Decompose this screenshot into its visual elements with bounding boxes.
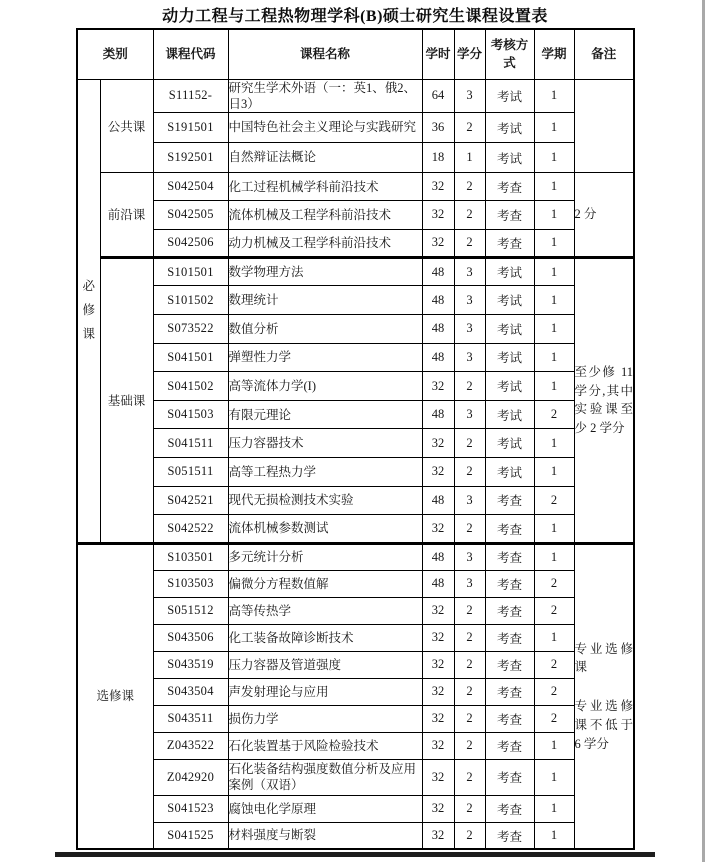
cell-semester: 2 [534, 705, 574, 732]
cell-hours: 64 [422, 79, 454, 113]
cell-name: 动力机械及工程学科前沿技术 [228, 229, 422, 257]
cell-credits: 2 [454, 429, 485, 458]
cell-code: S042521 [153, 486, 228, 515]
cell-name: 有限元理论 [228, 400, 422, 429]
cell-assessment: 考试 [485, 343, 534, 372]
cell-assessment: 考试 [485, 372, 534, 401]
cell-credits: 3 [454, 286, 485, 315]
cell-assessment: 考查 [485, 732, 534, 759]
cell-code: S042504 [153, 173, 228, 201]
course-row [77, 515, 634, 544]
cell-credits: 1 [454, 143, 485, 173]
cell-code: S041503 [153, 400, 228, 429]
group-label: 前沿课 [100, 173, 153, 258]
course-row [77, 372, 634, 401]
cell-semester: 1 [534, 759, 574, 795]
cell-code: S103503 [153, 570, 228, 597]
cell-semester: 1 [534, 343, 574, 372]
cell-hours: 48 [422, 543, 454, 570]
cell-assessment: 考查 [485, 759, 534, 795]
cell-semester: 1 [534, 201, 574, 229]
cell-hours: 48 [422, 257, 454, 286]
cell-name: 现代无损检测技术实验 [228, 486, 422, 515]
cell-hours: 32 [422, 229, 454, 257]
cell-name: 损伤力学 [228, 705, 422, 732]
course-row [77, 343, 634, 372]
cell-name: 压力容器及管道强度 [228, 651, 422, 678]
cell-semester: 1 [534, 315, 574, 344]
cell-credits: 2 [454, 201, 485, 229]
cell-semester: 1 [534, 372, 574, 401]
group-label: 基础课 [100, 257, 153, 543]
course-rows [77, 79, 634, 849]
cell-hours: 18 [422, 143, 454, 173]
cell-assessment: 考查 [485, 543, 534, 570]
header-semester: 学期 [534, 29, 574, 79]
cell-name: 石化装置基于风险检验技术 [228, 732, 422, 759]
cell-semester: 2 [534, 570, 574, 597]
cell-credits: 3 [454, 570, 485, 597]
cell-credits: 2 [454, 732, 485, 759]
cell-assessment: 考试 [485, 79, 534, 113]
cell-assessment: 考查 [485, 795, 534, 822]
cell-hours: 32 [422, 651, 454, 678]
header-assessment: 考核方式 [485, 29, 534, 79]
course-row [77, 597, 634, 624]
section-label: 必修课 [77, 79, 100, 543]
cell-assessment: 考试 [485, 286, 534, 315]
course-row [77, 315, 634, 344]
cell-assessment: 考查 [485, 570, 534, 597]
cell-assessment: 考查 [485, 705, 534, 732]
cell-semester: 1 [534, 732, 574, 759]
course-row [77, 79, 634, 113]
cell-name: 化工过程机械学科前沿技术 [228, 173, 422, 201]
cell-assessment: 考查 [485, 201, 534, 229]
cell-hours: 32 [422, 429, 454, 458]
cell-hours: 32 [422, 201, 454, 229]
course-row [77, 795, 634, 822]
cell-assessment: 考试 [485, 113, 534, 143]
cell-assessment: 考试 [485, 458, 534, 487]
cell-assessment: 考查 [485, 229, 534, 257]
cell-code: S043506 [153, 624, 228, 651]
cell-hours: 32 [422, 515, 454, 544]
table-header [77, 29, 634, 79]
course-row [77, 173, 634, 201]
section-label: 选修课 [77, 543, 153, 849]
cell-code: S041525 [153, 822, 228, 849]
cell-name: 声发射理论与应用 [228, 678, 422, 705]
cell-credits: 2 [454, 822, 485, 849]
cell-semester: 1 [534, 286, 574, 315]
cell-hours: 36 [422, 113, 454, 143]
cell-semester: 1 [534, 822, 574, 849]
course-row [77, 759, 634, 795]
cell-semester: 1 [534, 543, 574, 570]
page-title: 动力工程与工程热物理学科(B)硕士研究生课程设置表 [162, 8, 548, 25]
cell-code: S11152- [153, 79, 228, 113]
cell-hours: 48 [422, 315, 454, 344]
cell-credits: 3 [454, 79, 485, 113]
cell-code: S043504 [153, 678, 228, 705]
remark-cell [574, 79, 634, 173]
cell-hours: 32 [422, 732, 454, 759]
cell-credits: 2 [454, 229, 485, 257]
cell-semester: 1 [534, 458, 574, 487]
cell-name: 高等流体力学(I) [228, 372, 422, 401]
cell-hours: 48 [422, 286, 454, 315]
course-row [77, 570, 634, 597]
cell-hours: 32 [422, 624, 454, 651]
cell-code: S101502 [153, 286, 228, 315]
cell-hours: 48 [422, 343, 454, 372]
cell-name: 数值分析 [228, 315, 422, 344]
course-row [77, 651, 634, 678]
cell-assessment: 考查 [485, 678, 534, 705]
scan-bottom-band [55, 852, 655, 857]
cell-assessment: 考查 [485, 173, 534, 201]
cell-name: 材料强度与断裂 [228, 822, 422, 849]
cell-credits: 2 [454, 795, 485, 822]
cell-name: 数学物理方法 [228, 257, 422, 286]
course-row [77, 732, 634, 759]
cell-hours: 32 [422, 372, 454, 401]
cell-code: S041502 [153, 372, 228, 401]
course-table [76, 28, 635, 850]
cell-credits: 3 [454, 315, 485, 344]
course-row [77, 143, 634, 173]
header-course-name: 课程名称 [228, 29, 422, 79]
cell-assessment: 考查 [485, 651, 534, 678]
cell-semester: 1 [534, 515, 574, 544]
cell-hours: 32 [422, 795, 454, 822]
cell-credits: 2 [454, 113, 485, 143]
header-credits: 学分 [454, 29, 485, 79]
cell-assessment: 考试 [485, 315, 534, 344]
cell-hours: 48 [422, 570, 454, 597]
cell-code: S041511 [153, 429, 228, 458]
cell-code: S042522 [153, 515, 228, 544]
cell-semester: 2 [534, 597, 574, 624]
cell-hours: 32 [422, 759, 454, 795]
cell-assessment: 考试 [485, 429, 534, 458]
cell-assessment: 考查 [485, 822, 534, 849]
cell-credits: 2 [454, 372, 485, 401]
cell-hours: 48 [422, 486, 454, 515]
course-row [77, 257, 634, 286]
cell-semester: 1 [534, 229, 574, 257]
cell-semester: 1 [534, 143, 574, 173]
course-row [77, 286, 634, 315]
course-row [77, 113, 634, 143]
cell-hours: 48 [422, 400, 454, 429]
cell-name: 高等工程热力学 [228, 458, 422, 487]
course-row [77, 705, 634, 732]
cell-hours: 32 [422, 678, 454, 705]
group-label: 公共课 [100, 79, 153, 173]
cell-code: S192501 [153, 143, 228, 173]
cell-name: 中国特色社会主义理论与实践研究 [228, 113, 422, 143]
cell-credits: 2 [454, 705, 485, 732]
cell-code: Z042920 [153, 759, 228, 795]
cell-credits: 3 [454, 257, 485, 286]
remark-cell: 2 分 [574, 173, 634, 258]
cell-semester: 1 [534, 173, 574, 201]
course-row [77, 624, 634, 651]
cell-code: S041523 [153, 795, 228, 822]
cell-code: S042505 [153, 201, 228, 229]
header-course-code: 课程代码 [153, 29, 228, 79]
cell-credits: 3 [454, 400, 485, 429]
cell-hours: 32 [422, 173, 454, 201]
cell-hours: 32 [422, 822, 454, 849]
cell-name: 研究生学术外语（一：英1、俄2、日3） [228, 79, 422, 113]
scan-edge-line [702, 0, 705, 862]
cell-credits: 2 [454, 597, 485, 624]
course-row [77, 201, 634, 229]
course-row [77, 400, 634, 429]
cell-hours: 32 [422, 597, 454, 624]
course-row [77, 543, 634, 570]
cell-name: 高等传热学 [228, 597, 422, 624]
cell-assessment: 考试 [485, 143, 534, 173]
cell-semester: 1 [534, 79, 574, 113]
cell-assessment: 考查 [485, 597, 534, 624]
cell-code: S191501 [153, 113, 228, 143]
cell-name: 偏微分方程数值解 [228, 570, 422, 597]
header-remarks: 备注 [574, 29, 634, 79]
cell-code: Z043522 [153, 732, 228, 759]
cell-semester: 1 [534, 429, 574, 458]
cell-semester: 1 [534, 795, 574, 822]
cell-assessment: 考查 [485, 486, 534, 515]
cell-semester: 2 [534, 486, 574, 515]
cell-credits: 2 [454, 458, 485, 487]
cell-hours: 32 [422, 458, 454, 487]
cell-credits: 2 [454, 759, 485, 795]
course-row [77, 486, 634, 515]
course-row [77, 678, 634, 705]
cell-name: 压力容器技术 [228, 429, 422, 458]
cell-credits: 3 [454, 343, 485, 372]
cell-credits: 2 [454, 515, 485, 544]
cell-code: S051511 [153, 458, 228, 487]
cell-credits: 3 [454, 486, 485, 515]
cell-code: S041501 [153, 343, 228, 372]
cell-semester: 1 [534, 113, 574, 143]
cell-credits: 2 [454, 173, 485, 201]
cell-name: 流体机械参数测试 [228, 515, 422, 544]
remark-paragraph: 专业选修课 [574, 641, 634, 675]
remark-cell [574, 543, 634, 849]
cell-assessment: 考试 [485, 400, 534, 429]
cell-hours: 32 [422, 705, 454, 732]
cell-code: S103501 [153, 543, 228, 570]
header-row [77, 29, 634, 79]
cell-semester: 2 [534, 651, 574, 678]
cell-credits: 2 [454, 678, 485, 705]
remark-paragraph: 专业选修课不低于 6 学分 [574, 699, 634, 751]
cell-semester: 1 [534, 624, 574, 651]
header-category: 类别 [77, 29, 153, 79]
cell-assessment: 考查 [485, 624, 534, 651]
cell-code: S043511 [153, 705, 228, 732]
course-row [77, 458, 634, 487]
cell-name: 数理统计 [228, 286, 422, 315]
course-row [77, 429, 634, 458]
cell-credits: 2 [454, 624, 485, 651]
cell-name: 腐蚀电化学原理 [228, 795, 422, 822]
cell-name: 弹塑性力学 [228, 343, 422, 372]
cell-code: S043519 [153, 651, 228, 678]
cell-credits: 3 [454, 543, 485, 570]
cell-code: S073522 [153, 315, 228, 344]
cell-assessment: 考查 [485, 515, 534, 544]
cell-code: S101501 [153, 257, 228, 286]
cell-semester: 2 [534, 678, 574, 705]
course-row [77, 229, 634, 257]
header-hours: 学时 [422, 29, 454, 79]
cell-name: 石化装备结构强度数值分析及应用案例（双语） [228, 759, 422, 795]
cell-semester: 1 [534, 257, 574, 286]
cell-name: 流体机械及工程学科前沿技术 [228, 201, 422, 229]
cell-name: 多元统计分析 [228, 543, 422, 570]
course-row [77, 822, 634, 849]
cell-semester: 2 [534, 400, 574, 429]
cell-assessment: 考试 [485, 257, 534, 286]
cell-name: 化工装备故障诊断技术 [228, 624, 422, 651]
remark-cell: 至少修 11 学分,其中实验课至少 2 学分 [574, 257, 634, 543]
cell-code: S051512 [153, 597, 228, 624]
cell-code: S042506 [153, 229, 228, 257]
cell-credits: 2 [454, 651, 485, 678]
cell-name: 自然辩证法概论 [228, 143, 422, 173]
